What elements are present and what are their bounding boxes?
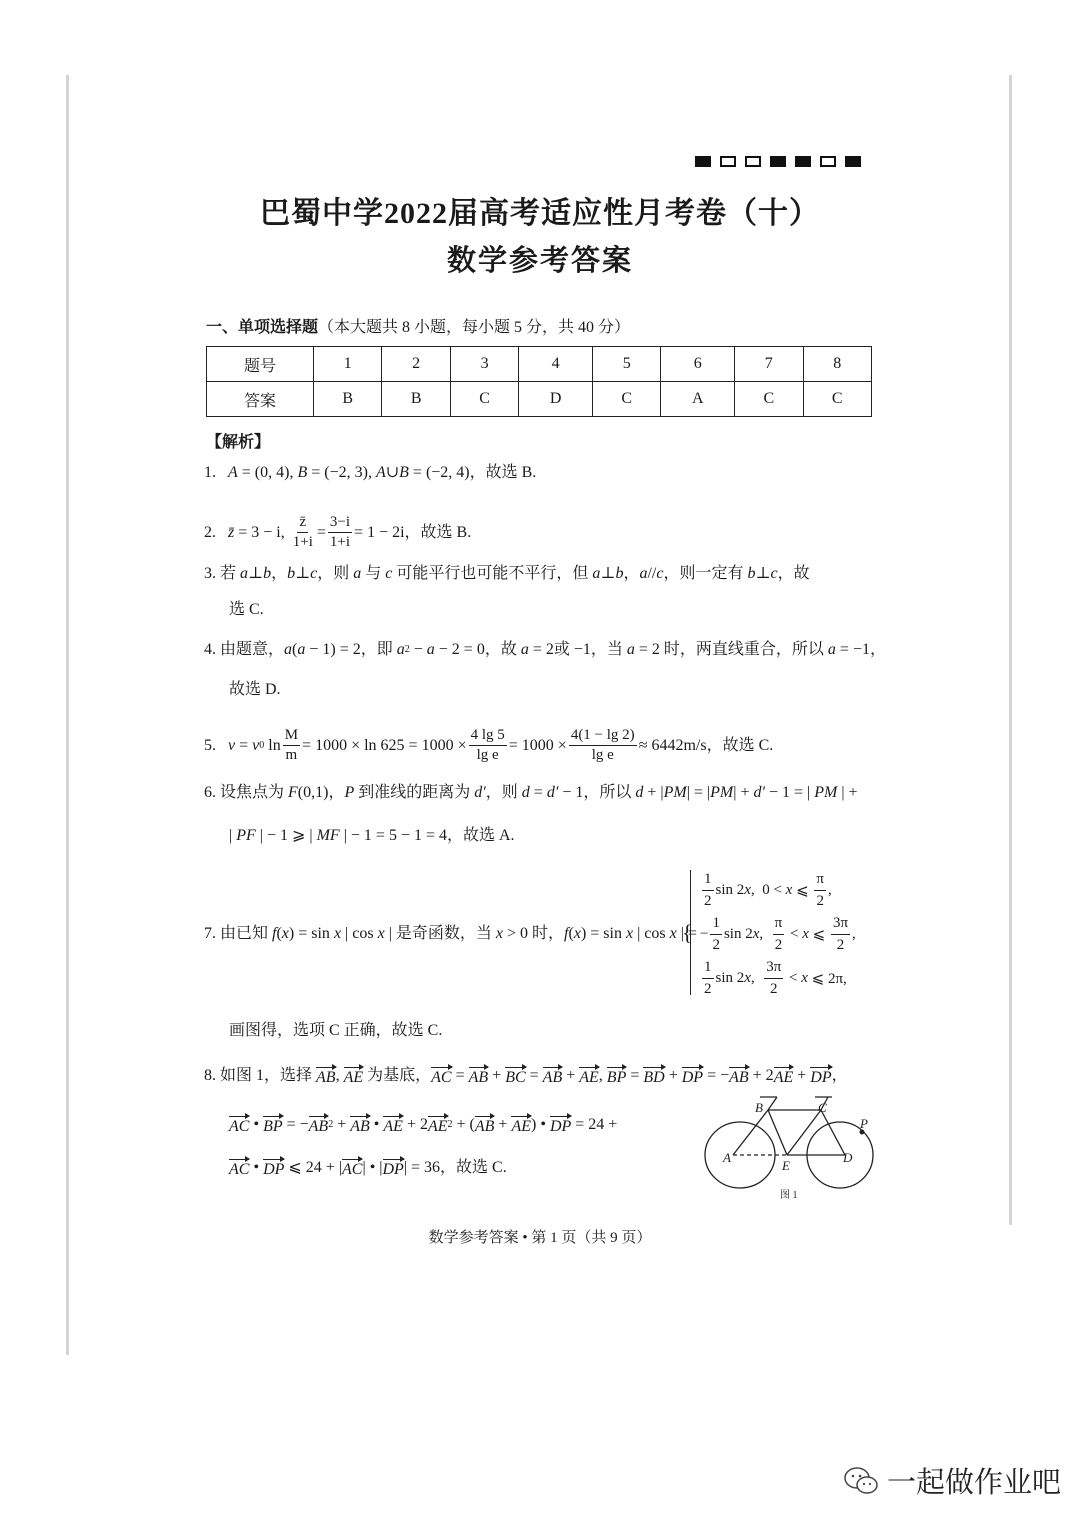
math-var: d — [521, 784, 530, 801]
vector: AB — [729, 1066, 749, 1086]
text-run: > 0 时， — [503, 925, 565, 942]
fraction — [710, 915, 722, 954]
vector: AE — [383, 1115, 403, 1135]
watermark — [843, 1460, 1061, 1501]
solution-line — [229, 602, 264, 618]
question-number-cell: 1 — [314, 347, 382, 382]
text-run: , — [335, 1067, 344, 1084]
figure-bicycle — [700, 1090, 875, 1210]
text-run: = — [235, 736, 253, 754]
solution-line — [229, 682, 281, 698]
solution-line — [204, 642, 886, 658]
text-run: | cos — [633, 925, 670, 942]
segment-CD — [821, 1110, 845, 1155]
math-var: x — [752, 925, 760, 942]
text-run: , — [750, 969, 763, 986]
header-mark-empty — [745, 156, 761, 167]
answer-cell: C — [803, 382, 872, 417]
label-A: A — [723, 1150, 731, 1165]
solution-line — [229, 828, 515, 844]
numerator: z̄ — [297, 515, 308, 533]
math-var: P — [344, 784, 355, 801]
math-var: a — [520, 641, 529, 658]
fraction — [283, 728, 300, 763]
text-run: = 2或 −1，当 — [528, 641, 627, 658]
text-run: 与 — [361, 565, 386, 582]
math-var: b — [263, 565, 272, 582]
text-run: − — [700, 925, 709, 942]
text-run: − 2 = 0，故 — [434, 641, 521, 658]
math-var: x — [744, 881, 751, 898]
denominator: lg e — [591, 747, 614, 763]
numerator: 1 — [702, 871, 714, 891]
vector: AE — [511, 1115, 531, 1135]
header-mark-empty — [820, 156, 836, 167]
vector: AC — [229, 1115, 249, 1135]
table-row — [207, 382, 872, 417]
text-run: ln — [264, 736, 281, 754]
math-var: PM — [814, 784, 838, 801]
math-var: MF — [316, 827, 340, 844]
vector: AB — [350, 1115, 370, 1135]
denominator: 1+i — [292, 534, 313, 550]
vector: AE — [579, 1066, 599, 1086]
fraction — [569, 728, 637, 763]
text-run: ( — [292, 641, 298, 658]
text-run: ， — [623, 565, 640, 582]
text-run: sin 2 — [715, 881, 745, 898]
vector: AE — [774, 1066, 794, 1086]
vector: AB — [316, 1066, 336, 1086]
math-var: a — [240, 565, 249, 582]
fraction — [291, 515, 315, 550]
numerator: π — [773, 915, 785, 935]
numerator: 3π — [831, 915, 850, 935]
solution-line — [204, 785, 858, 801]
text-run: 选 C. — [229, 601, 264, 618]
question-number-cell: 8 — [803, 347, 872, 382]
solution-line — [229, 1158, 507, 1178]
answer-table — [206, 346, 872, 417]
answer-cell: B — [314, 382, 382, 417]
solution-line — [229, 1115, 617, 1135]
text-run: ， — [271, 565, 288, 582]
text-run: ≈ 6442m/s，故选 C. — [638, 736, 774, 754]
text-run: ⩽ — [808, 926, 829, 943]
text-run: = 2 时，两直线重合，所以 — [634, 641, 828, 658]
math-var: v — [252, 736, 260, 754]
answer-cell: A — [661, 382, 735, 417]
text-run: ) = sin — [580, 925, 626, 942]
text-run: ， — [831, 1067, 848, 1084]
text-run: ) = sin — [288, 925, 334, 942]
text-run: + ( — [452, 1116, 475, 1133]
numerator: 3−i — [328, 515, 352, 533]
row-header: 题号 — [207, 347, 314, 382]
text-run: = 1 − 2i，故选 B. — [354, 523, 472, 541]
text-run: | — [229, 827, 237, 844]
text-run: , — [827, 881, 832, 898]
text-run: 故选 D. — [229, 681, 281, 698]
text-run: 可能平行也可能不平行，但 — [392, 565, 593, 582]
vector: DP — [682, 1066, 703, 1086]
header-mark-filled — [695, 156, 711, 167]
math-var: b — [287, 565, 296, 582]
question-number-cell: 3 — [450, 347, 518, 382]
math-var: x — [802, 925, 809, 942]
header-marks — [695, 156, 861, 167]
header-mark-empty — [720, 156, 736, 167]
fraction — [702, 871, 714, 910]
text-run: = (−2, 4)，故选 B. — [408, 464, 537, 481]
text-run: , — [759, 925, 771, 942]
page-footer: 数学参考答案 • 第 1 页（共 9 页） — [428, 1230, 652, 1246]
label-B: B — [755, 1100, 763, 1115]
denominator: 2 — [816, 892, 824, 909]
text-run: = — [626, 1067, 644, 1084]
analysis-label: 【解析】 — [206, 434, 271, 451]
math-var: x — [495, 925, 504, 942]
row-header: 答案 — [207, 382, 314, 417]
text-run: = 1000 × — [508, 736, 567, 754]
answer-cell: B — [382, 382, 450, 417]
math-var: a — [284, 641, 293, 658]
vector: AB — [543, 1066, 563, 1086]
text-run: | + — [837, 784, 858, 801]
text-run: ，则 — [485, 784, 522, 801]
math-var: a — [297, 641, 306, 658]
text-run: ( — [568, 925, 574, 942]
text-run: + 2 — [402, 1116, 428, 1133]
text-run: ，则一定有 — [663, 565, 748, 582]
math-var: x — [573, 925, 581, 942]
text-run: 画图得，选项 C 正确，故选 C. — [229, 1022, 443, 1039]
text-run: sin 2 — [723, 925, 753, 942]
math-var: x — [333, 925, 342, 942]
numerator: M — [283, 728, 300, 746]
text-run: = 24 + — [571, 1116, 618, 1133]
text-run: ( — [276, 925, 282, 942]
math-var: b — [615, 565, 624, 582]
math-var: A — [375, 464, 386, 481]
math-var: PF — [236, 827, 256, 844]
text-run: = (−2, 3), — [307, 464, 376, 481]
math-var: v — [228, 736, 236, 754]
math-var: a — [827, 641, 836, 658]
text-run: + — [562, 1067, 580, 1084]
text-run: ∪ — [385, 464, 400, 481]
denominator: 2 — [769, 980, 778, 997]
math-var: B — [399, 464, 409, 481]
question-number-cell: 2 — [382, 347, 450, 382]
math-var: a — [396, 641, 405, 658]
denominator: lg e — [476, 747, 499, 763]
text-run: < — [786, 925, 803, 942]
math-var: PM — [710, 784, 734, 801]
math-var: c — [385, 565, 393, 582]
piecewise-case — [700, 956, 856, 1000]
solution-line — [204, 515, 471, 550]
segment-AB — [733, 1110, 768, 1155]
math-var: b — [747, 565, 756, 582]
text-run: 3. 若 — [204, 565, 241, 582]
denominator: 2 — [704, 980, 712, 997]
superscript: 2 — [404, 644, 410, 655]
left-brace — [690, 870, 699, 995]
text-run: | − 1 = 5 − 1 = 4，故选 A. — [339, 827, 515, 844]
piecewise-function — [690, 868, 856, 1000]
text-run: ⊥ — [755, 565, 771, 582]
text-run: = − — [282, 1116, 309, 1133]
math-var: f — [564, 925, 569, 942]
text-run: , — [598, 1067, 607, 1084]
text-run: ⩽ 24 + | — [284, 1159, 343, 1176]
solution-line — [204, 465, 536, 481]
text-run: 2. — [204, 523, 228, 541]
text-run: 为基底， — [363, 1067, 432, 1084]
text-run: 4. 由题意， — [204, 641, 285, 658]
text-run: − 1 = | — [764, 784, 815, 801]
text-run: = (0, 4), — [237, 464, 298, 481]
text-run: • — [369, 1116, 384, 1133]
text-run: ，故 — [777, 565, 810, 582]
numerator: 1 — [710, 915, 722, 935]
text-run: 7. 由已知 — [204, 925, 273, 942]
vector: AC — [342, 1158, 362, 1178]
text-run: + | — [643, 784, 664, 801]
fraction — [831, 915, 850, 954]
text-run: 6. 设焦点为 — [204, 784, 289, 801]
text-run: | cos — [341, 925, 378, 942]
text-run: | = 36，故选 C. — [403, 1159, 507, 1176]
text-run: | = | — [686, 784, 711, 801]
numerator: 4 lg 5 — [469, 728, 507, 746]
vector: BC — [505, 1066, 525, 1086]
fraction — [814, 871, 826, 910]
denominator: 1+i — [329, 534, 351, 550]
text-run: ，则 — [317, 565, 354, 582]
text-run: = — [525, 1067, 543, 1084]
math-var: x — [785, 881, 793, 898]
text-run: 到准线的距离为 — [354, 784, 475, 801]
piecewise-case — [700, 912, 856, 956]
text-run: ) • — [531, 1116, 550, 1133]
text-run: + — [494, 1116, 512, 1133]
math-var: d′ — [546, 784, 559, 801]
table-row — [207, 347, 872, 382]
text-run: − — [409, 641, 427, 658]
question-number-cell: 6 — [661, 347, 735, 382]
segment-BE — [768, 1110, 787, 1155]
answer-cell: C — [735, 382, 803, 417]
text-run: , — [852, 925, 856, 942]
denominator: m — [285, 747, 298, 763]
text-run: | − 1 ⩾ | — [255, 827, 317, 844]
piecewise-case — [700, 868, 856, 912]
header-mark-filled — [795, 156, 811, 167]
vector: BP — [263, 1115, 283, 1135]
header-mark-filled — [770, 156, 786, 167]
math-var: a — [626, 641, 635, 658]
answer-cell: C — [592, 382, 660, 417]
text-run: sin 2 — [715, 969, 745, 986]
vector: AC — [431, 1066, 451, 1086]
text-run: < — [785, 969, 802, 986]
math-var: d — [635, 784, 644, 801]
text-run: + 2 — [748, 1067, 774, 1084]
math-var: x — [281, 925, 289, 942]
denominator: 2 — [774, 936, 783, 953]
solution-line — [204, 926, 697, 942]
subscript: 0 — [259, 739, 265, 751]
vector: AB — [309, 1115, 329, 1135]
numerator: π — [814, 871, 826, 891]
solution-line — [229, 1023, 442, 1039]
text-run: = — [529, 784, 547, 801]
question-number-cell: 5 — [592, 347, 660, 382]
section-label: 一、单项选择题 — [206, 319, 319, 336]
math-var: f — [272, 925, 277, 942]
vector: DP — [383, 1158, 404, 1178]
text-run: = −1， — [835, 641, 886, 658]
math-var: z̄ — [228, 523, 235, 541]
fraction — [702, 959, 714, 998]
fraction — [469, 728, 507, 763]
text-run: 8. 如图 1，选择 — [204, 1067, 317, 1084]
section-heading — [206, 314, 630, 337]
bicycle-diagram — [700, 1090, 875, 1205]
vector: DP — [810, 1066, 831, 1086]
question-number-cell: 4 — [519, 347, 593, 382]
text-run: | = — [676, 925, 697, 942]
text-run: (0,1)， — [297, 784, 345, 801]
answer-cell: C — [450, 382, 518, 417]
text-run: ⊥ — [600, 565, 616, 582]
math-var: a — [592, 565, 601, 582]
vector: AE — [428, 1115, 448, 1135]
math-var: x — [377, 925, 385, 942]
solution-line — [204, 566, 810, 582]
math-var: d′ — [474, 784, 486, 801]
numerator: 1 — [702, 959, 714, 979]
wechat-icon — [843, 1466, 879, 1496]
vector: DP — [263, 1158, 284, 1178]
math-var: c — [770, 565, 778, 582]
question-number-cell: 7 — [735, 347, 803, 382]
text-run: + — [488, 1067, 506, 1084]
text-run: = 1000 × ln 625 = 1000 × — [302, 736, 467, 754]
figure-caption: 图 1 — [780, 1190, 798, 1201]
text-run: + — [793, 1067, 811, 1084]
text-run: ⊥ — [295, 565, 311, 582]
text-run: • — [249, 1116, 264, 1133]
text-run: − 1) = 2，即 — [305, 641, 397, 658]
superscript: 2 — [447, 1119, 453, 1130]
label-D: D — [843, 1150, 853, 1165]
text-run: | + — [733, 784, 754, 801]
denominator: 2 — [704, 892, 712, 909]
math-var: F — [288, 784, 298, 801]
text-run: 1. — [204, 464, 228, 481]
page-title: 巴蜀中学2022届高考适应性月考卷（十） — [260, 197, 820, 230]
page-subtitle: 数学参考答案 — [446, 245, 633, 277]
solution-line — [204, 1066, 848, 1086]
vector: AB — [475, 1115, 495, 1135]
math-var: c — [310, 565, 318, 582]
denominator: 2 — [712, 936, 720, 953]
watermark-text: 一起做作业吧 — [887, 1465, 1062, 1499]
text-run: + — [664, 1067, 682, 1084]
vector: AB — [469, 1066, 489, 1086]
math-var: c — [656, 565, 664, 582]
text-run: ⩽ — [792, 882, 813, 899]
text-run: = — [316, 523, 326, 541]
numerator: 4(1 − lg 2) — [569, 728, 637, 746]
answer-cell: D — [519, 382, 593, 417]
math-var: x — [801, 969, 808, 986]
denominator: 2 — [836, 936, 845, 953]
vector: BP — [607, 1066, 627, 1086]
math-var: B — [297, 464, 308, 481]
solution-line — [204, 728, 773, 763]
fraction — [328, 515, 352, 550]
math-var: x — [625, 925, 634, 942]
numerator: 3π — [764, 959, 783, 979]
text-run: = − — [703, 1067, 730, 1084]
math-var: x — [744, 969, 751, 986]
text-run: | 是奇函数，当 — [384, 925, 496, 942]
math-var: a — [639, 565, 648, 582]
text-run: 5. — [204, 736, 228, 754]
text-run: ⩽ 2π, — [807, 970, 847, 987]
text-run: | • | — [362, 1159, 383, 1176]
vector: AE — [344, 1066, 364, 1086]
text-run: = 3 − i, — [234, 523, 289, 541]
vector: DP — [550, 1115, 571, 1135]
header-mark-filled — [845, 156, 861, 167]
text-run: − 1，所以 — [558, 784, 636, 801]
math-var: a — [426, 641, 435, 658]
section-note: （本大题共 8 小题，每小题 5 分，共 40 分） — [318, 319, 631, 336]
superscript: 2 — [328, 1119, 334, 1130]
math-var: PM — [663, 784, 687, 801]
text-run: • — [249, 1159, 264, 1176]
label-P: P — [860, 1116, 868, 1131]
text-run: ⊥ — [248, 565, 264, 582]
fraction — [764, 959, 783, 998]
text-run: // — [647, 565, 657, 582]
fraction — [773, 915, 785, 954]
math-var: a — [353, 565, 362, 582]
math-var: x — [669, 925, 677, 942]
math-var: d′ — [753, 784, 765, 801]
math-var: A — [228, 464, 238, 481]
vector: BD — [643, 1066, 664, 1086]
vector: AC — [229, 1158, 249, 1178]
text-run: = — [451, 1067, 469, 1084]
label-C: C — [818, 1100, 827, 1115]
label-E: E — [782, 1158, 790, 1173]
text-run: + — [333, 1116, 351, 1133]
text-run: , 0 < — [750, 881, 786, 898]
